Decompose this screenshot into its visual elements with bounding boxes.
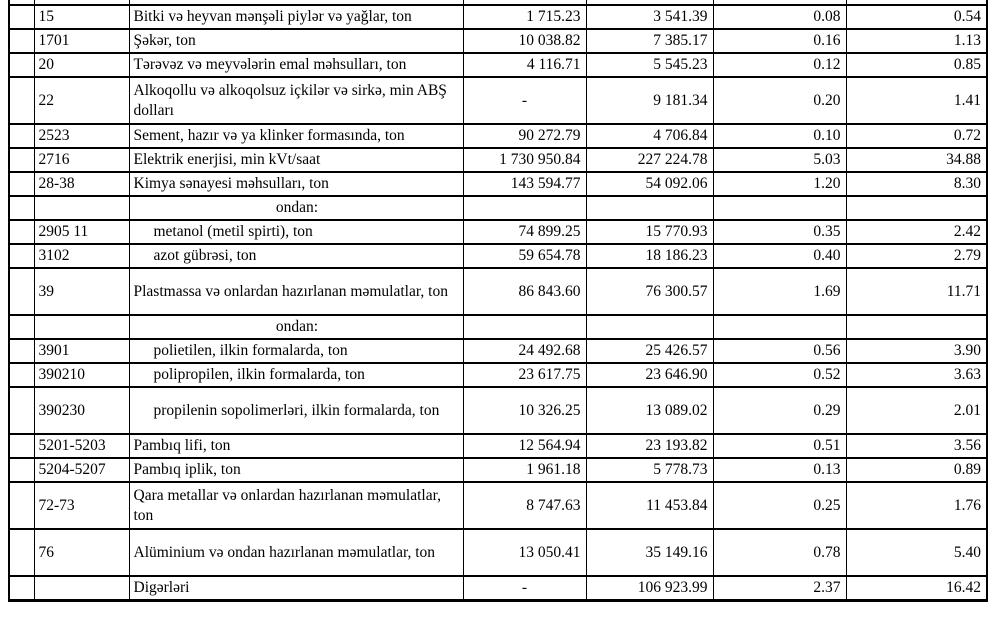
value-cell: 59 654.78: [463, 244, 586, 268]
row-margin-cell: [9, 172, 34, 196]
product-name-cell: Alkoqollu və alkoqolsuz içkilər və sirkə, min ABŞ dolları: [129, 77, 463, 124]
value-cell: 25 426.57: [586, 339, 713, 363]
value-cell: 10 038.82: [463, 29, 586, 53]
value-cell: 0.72: [846, 124, 987, 148]
product-name-cell: metanol (metil spirti), ton: [129, 220, 463, 244]
product-name-cell: Pambıq lifi, ton: [129, 434, 463, 458]
row-margin-cell: [9, 53, 34, 77]
value-cell: 0.16: [713, 29, 846, 53]
value-cell: [713, 196, 846, 220]
value-cell: 24 492.68: [463, 339, 586, 363]
row-margin-cell: [9, 77, 34, 124]
row-margin-cell: [9, 124, 34, 148]
row-margin-cell: [9, 458, 34, 482]
product-name-cell: Elektrik enerjisi, min kVt/saat: [129, 148, 463, 172]
product-name-cell: azot gübrəsi, ton: [129, 244, 463, 268]
value-cell: 3 541.39: [586, 5, 713, 29]
value-cell: 0.89: [846, 458, 987, 482]
table-row: [9, 29, 987, 53]
value-cell: 0.13: [713, 458, 846, 482]
product-name-cell: polietilen, ilkin formalarda, ton: [129, 339, 463, 363]
value-cell: 13 050.41: [463, 529, 586, 576]
commodity-code-cell: 2716: [34, 148, 129, 172]
value-cell: 23 646.90: [586, 363, 713, 387]
value-cell: 0.12: [713, 53, 846, 77]
value-cell: 86 843.60: [463, 268, 586, 315]
product-name-cell: polipropilen, ilkin formalarda, ton: [129, 363, 463, 387]
value-cell: 7 385.17: [586, 29, 713, 53]
value-cell: 1.13: [846, 29, 987, 53]
product-name-cell: Alüminium və ondan hazırlanan məmulatlar, ton: [129, 529, 463, 576]
value-cell: 11.71: [846, 268, 987, 315]
value-cell: 1.20: [713, 172, 846, 196]
table-row: [9, 196, 987, 220]
value-cell: 12 564.94: [463, 434, 586, 458]
row-margin-cell: [9, 387, 34, 434]
value-cell: 90 272.79: [463, 124, 586, 148]
commodity-code-cell: 72-73: [34, 482, 129, 529]
value-cell: 5.40: [846, 529, 987, 576]
product-name-cell: Pambıq iplik, ton: [129, 458, 463, 482]
value-cell: 34.88: [846, 148, 987, 172]
value-cell: 0.85: [846, 53, 987, 77]
value-cell: 106 923.99: [586, 576, 713, 601]
table-row: [9, 244, 987, 268]
table-row: [9, 172, 987, 196]
row-margin-cell: [9, 268, 34, 315]
commodity-table-body: [9, 0, 987, 601]
table-row: [9, 148, 987, 172]
row-margin-cell: [9, 315, 34, 339]
value-cell: [586, 196, 713, 220]
commodity-code-cell: 5204-5207: [34, 458, 129, 482]
product-name-cell: Qara metallar və onlardan hazırlanan məmulatlar, ton: [129, 482, 463, 529]
table-row: [9, 268, 987, 315]
row-margin-cell: [9, 363, 34, 387]
value-cell: 35 149.16: [586, 529, 713, 576]
value-cell: 1 961.18: [463, 458, 586, 482]
row-margin-cell: [9, 339, 34, 363]
commodity-code-cell: 39: [34, 268, 129, 315]
value-cell: 2.37: [713, 576, 846, 601]
value-cell: 2.79: [846, 244, 987, 268]
commodity-code-cell: 1701: [34, 29, 129, 53]
table-row: [9, 315, 987, 339]
commodity-table: [8, 0, 988, 602]
product-name-cell: ondan:: [129, 196, 463, 220]
row-margin-cell: [9, 196, 34, 220]
commodity-code-cell: 76: [34, 529, 129, 576]
table-row: [9, 363, 987, 387]
value-cell: 0.25: [713, 482, 846, 529]
commodity-code-cell: [34, 315, 129, 339]
value-cell: 2.01: [846, 387, 987, 434]
commodity-code-cell: 3901: [34, 339, 129, 363]
product-name-cell: Digərləri: [129, 576, 463, 601]
value-cell: 0.10: [713, 124, 846, 148]
row-margin-cell: [9, 529, 34, 576]
table-row: [9, 529, 987, 576]
row-margin-cell: [9, 482, 34, 529]
value-cell: 74 899.25: [463, 220, 586, 244]
value-cell: [846, 315, 987, 339]
value-cell: 0.29: [713, 387, 846, 434]
value-cell: 54 092.06: [586, 172, 713, 196]
product-name-cell: Şəkər, ton: [129, 29, 463, 53]
table-row: [9, 5, 987, 29]
product-name-cell: Sement, hazır və ya klinker formasında, ton: [129, 124, 463, 148]
value-cell: 0.78: [713, 529, 846, 576]
table-row: [9, 434, 987, 458]
value-cell: 23 617.75: [463, 363, 586, 387]
commodity-code-cell: 5201-5203: [34, 434, 129, 458]
row-margin-cell: [9, 29, 34, 53]
value-cell: 1.76: [846, 482, 987, 529]
table-row: [9, 482, 987, 529]
table-row: [9, 458, 987, 482]
value-cell: 9 181.34: [586, 77, 713, 124]
value-cell: 227 224.78: [586, 148, 713, 172]
product-name-cell: ondan:: [129, 315, 463, 339]
table-row: [9, 576, 987, 601]
value-cell: 76 300.57: [586, 268, 713, 315]
value-cell: [846, 196, 987, 220]
value-cell: 13 089.02: [586, 387, 713, 434]
commodity-code-cell: 390210: [34, 363, 129, 387]
value-cell: [713, 315, 846, 339]
product-name-cell: Kimya sənayesi məhsulları, ton: [129, 172, 463, 196]
value-cell: 0.20: [713, 77, 846, 124]
value-cell: 2.42: [846, 220, 987, 244]
value-cell: 1 730 950.84: [463, 148, 586, 172]
value-cell: 1 715.23: [463, 5, 586, 29]
value-cell: [463, 315, 586, 339]
row-margin-cell: [9, 220, 34, 244]
value-cell: 15 770.93: [586, 220, 713, 244]
value-cell: [586, 315, 713, 339]
value-cell: 8.30: [846, 172, 987, 196]
commodity-code-cell: [34, 576, 129, 601]
table-row: [9, 220, 987, 244]
row-margin-cell: [9, 148, 34, 172]
value-cell: [463, 196, 586, 220]
value-cell: 0.35: [713, 220, 846, 244]
value-cell: 143 594.77: [463, 172, 586, 196]
value-cell: -: [463, 77, 586, 124]
product-name-cell: Bitki və heyvan mənşəli piylər və yağlar, ton: [129, 5, 463, 29]
value-cell: 1.41: [846, 77, 987, 124]
commodity-code-cell: 20: [34, 53, 129, 77]
row-margin-cell: [9, 244, 34, 268]
commodity-code-cell: 2523: [34, 124, 129, 148]
value-cell: 4 116.71: [463, 53, 586, 77]
value-cell: 3.56: [846, 434, 987, 458]
value-cell: 3.63: [846, 363, 987, 387]
commodity-code-cell: [34, 196, 129, 220]
value-cell: 0.56: [713, 339, 846, 363]
value-cell: 5.03: [713, 148, 846, 172]
value-cell: 10 326.25: [463, 387, 586, 434]
product-name-cell: Tərəvəz və meyvələrin emal məhsulları, ton: [129, 53, 463, 77]
product-name-cell: Plastmassa və onlardan hazırlanan məmulatlar, ton: [129, 268, 463, 315]
commodity-code-cell: 28-38: [34, 172, 129, 196]
table-row: [9, 339, 987, 363]
row-margin-cell: [9, 5, 34, 29]
value-cell: 0.52: [713, 363, 846, 387]
value-cell: 8 747.63: [463, 482, 586, 529]
value-cell: 3.90: [846, 339, 987, 363]
commodity-code-cell: 2905 11: [34, 220, 129, 244]
product-name-cell: propilenin sopolimerləri, ilkin formalarda, ton: [129, 387, 463, 434]
value-cell: -: [463, 576, 586, 601]
row-margin-cell: [9, 576, 34, 601]
value-cell: 23 193.82: [586, 434, 713, 458]
value-cell: 0.08: [713, 5, 846, 29]
value-cell: 16.42: [846, 576, 987, 601]
table-row: [9, 387, 987, 434]
value-cell: 0.54: [846, 5, 987, 29]
commodity-code-cell: 22: [34, 77, 129, 124]
value-cell: 5 778.73: [586, 458, 713, 482]
row-margin-cell: [9, 434, 34, 458]
table-row: [9, 124, 987, 148]
value-cell: 1.69: [713, 268, 846, 315]
value-cell: 4 706.84: [586, 124, 713, 148]
value-cell: 5 545.23: [586, 53, 713, 77]
value-cell: 0.40: [713, 244, 846, 268]
table-row: [9, 77, 987, 124]
commodity-code-cell: 390230: [34, 387, 129, 434]
value-cell: 18 186.23: [586, 244, 713, 268]
value-cell: 0.51: [713, 434, 846, 458]
value-cell: 11 453.84: [586, 482, 713, 529]
commodity-code-cell: 15: [34, 5, 129, 29]
commodity-code-cell: 3102: [34, 244, 129, 268]
table-row: [9, 53, 987, 77]
